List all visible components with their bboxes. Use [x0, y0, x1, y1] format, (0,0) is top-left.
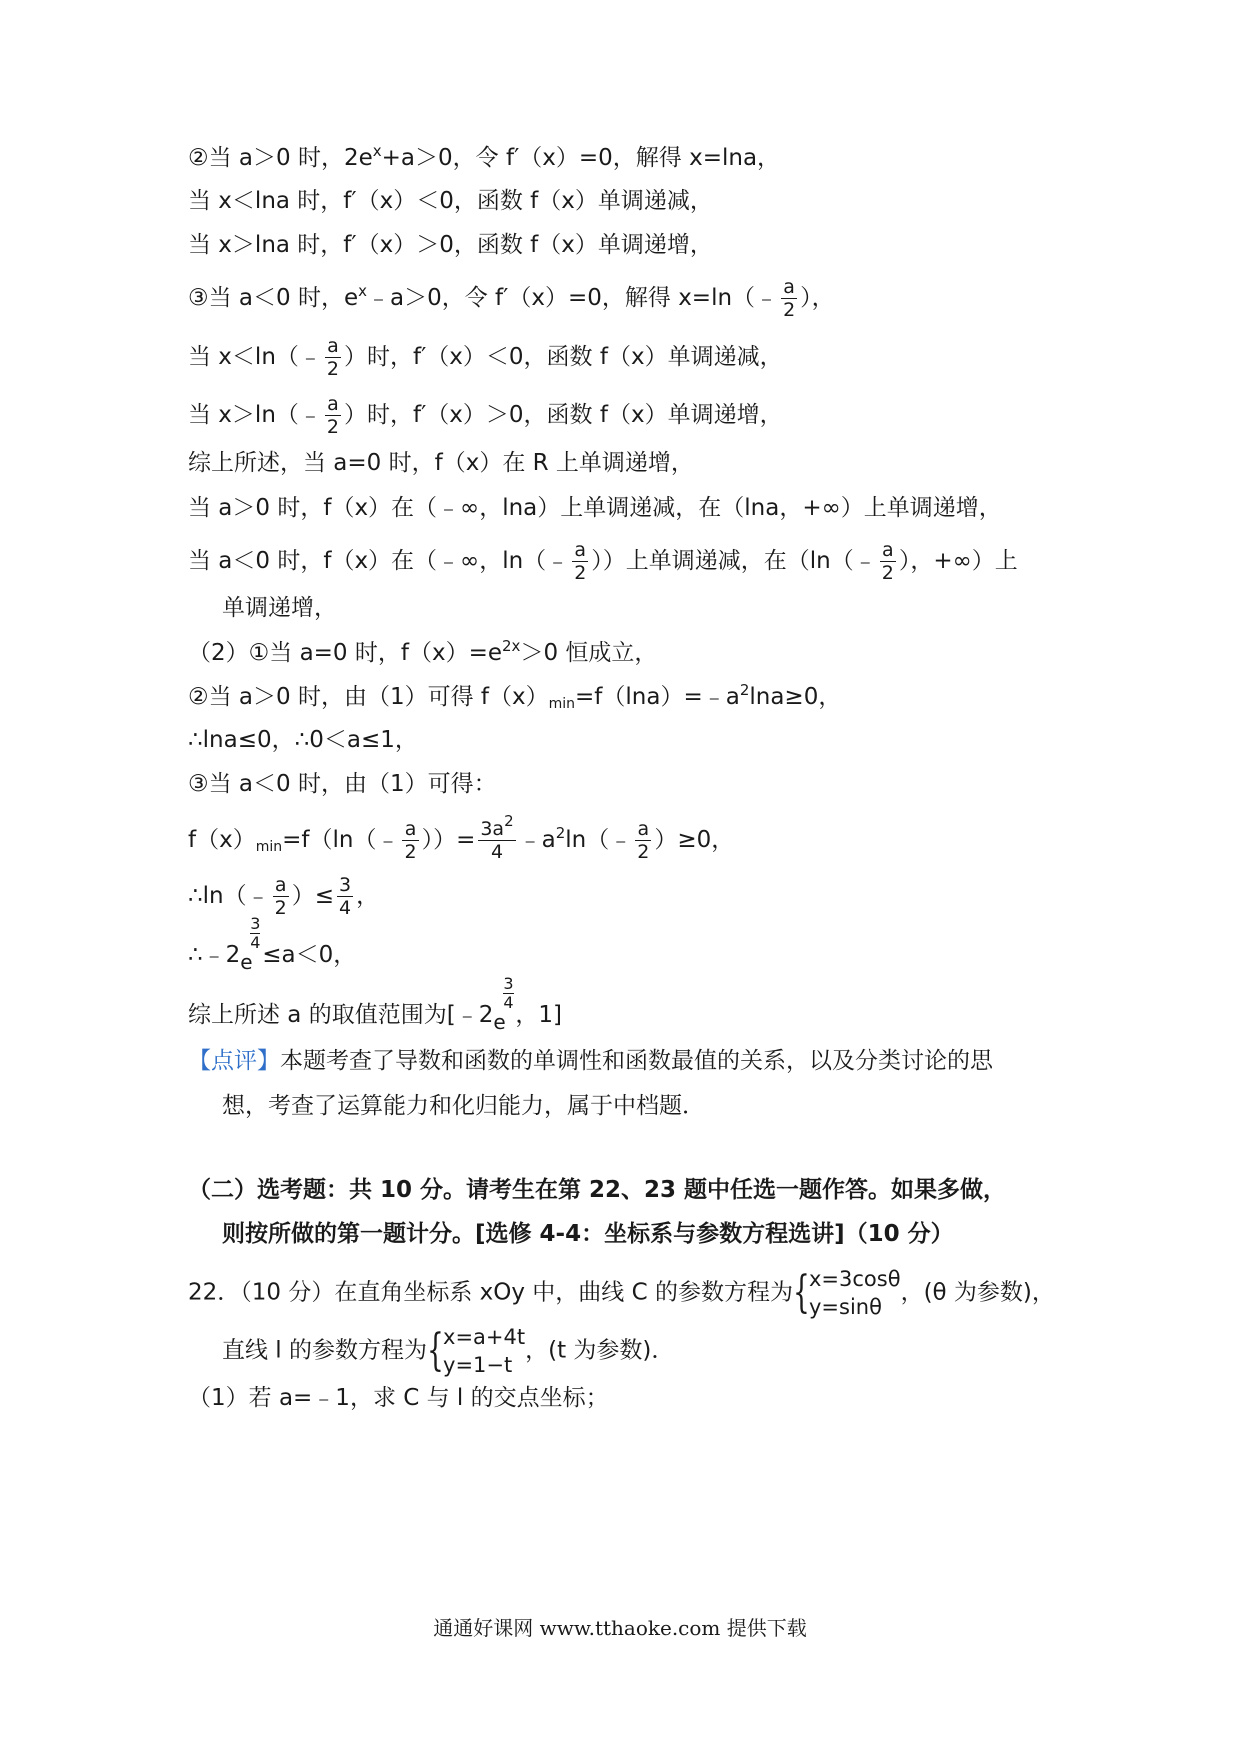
section-heading: （二）选考题：共 10 分。请考生在第 22、23 题中任选一题作答。如果多做，	[188, 1177, 1007, 1203]
question-line: （1）若 a=﹣1，求 C 与 l 的交点坐标；	[188, 1385, 609, 1411]
text-line: ③当 a＜0 时，$e^x﹣a>0$，令 f′（x）=0，解得 x=ln（﹣ $\frac{a}{2}$ ），	[188, 276, 835, 321]
text-line: ∴ln（﹣ $\frac{a}{2}$ ）≤ $\frac{3}{4}$ ，	[188, 874, 380, 919]
exponent-expression: e 3 4	[240, 913, 261, 974]
text-line: ②当 a＞0 时，由（1）可得 $f(x)_{min}=f(\ln a)=﹣a^2\ln a\ge 0$，	[188, 681, 842, 712]
comment-line: 想，考查了运算能力和化归能力，属于中档题．	[222, 1093, 705, 1119]
page-footer: 通通好课网 www.tthaoke.com 提供下载	[433, 1616, 807, 1640]
comment-line: 【点评】本题考查了导数和函数的单调性和函数最值的关系，以及分类讨论的思	[188, 1048, 993, 1074]
text-line: 综上所述，当 a=0 时，f（x）在 R 上单调递增，	[188, 450, 694, 476]
fraction: $\frac{a}{2}$	[326, 335, 339, 380]
text-line: $f(x)_{min}=f(\ln(﹣$ $\frac{a}{2}$ ））= $\frac{3a^2}{4}$ $﹣a^2\ln(﹣$ $\frac{a}{2}$ ）≥0，	[188, 812, 735, 863]
question-line: 直线 l 的参数方程为 { x=a+4t y=1−t ，(t 为参数)．	[222, 1325, 675, 1377]
text-line: 当 a＞0 时，f（x）在（﹣∞，lna）上单调递减，在（lna，+∞）上单调递增，	[188, 495, 1002, 521]
question-line: 22．（10 分）在直角坐标系 xOy 中，曲线 C 的参数方程为 { x=3cosθ y=sinθ ，(θ 为参数)，	[188, 1267, 1055, 1319]
text-line: ∴﹣2 e 3 4 ≤a＜0，	[188, 913, 357, 974]
fraction: $\frac{a}{2}$	[274, 874, 287, 919]
text-line: 当 x＞ln（﹣ $\frac{a}{2}$ ）时，f′（x）＞0，函数 f（x）单调递增，	[188, 393, 783, 438]
fraction: $\frac{a}{2}$	[574, 539, 587, 584]
equation-system: { x=3cosθ y=sinθ	[792, 1267, 901, 1319]
fraction: $\frac{3}{4}$	[338, 874, 352, 919]
fraction: $\frac{a}{2}$	[881, 539, 894, 584]
text-line: 当 x＜ln（﹣ $\frac{a}{2}$ ）时，f′（x）＜0，函数 f（x）单调递减，	[188, 335, 783, 380]
fraction: $\frac{a}{2}$	[326, 393, 339, 438]
comment-tag: 【点评】	[188, 1048, 280, 1074]
fraction: $\frac{a}{2}$	[783, 276, 796, 321]
fraction: $\frac{3a^2}{4}$	[480, 812, 514, 863]
text-line: 单调递增，	[222, 595, 337, 621]
text-line: 当 x＜lna 时，f′（x）＜0，函数 f（x）单调递减，	[188, 188, 713, 214]
text-line: （2）①当 a=0 时，$f(x)=e^{2x}>0$ 恒成立，	[188, 637, 658, 666]
fraction: $\frac{a}{2}$	[637, 818, 650, 863]
text-line: ∴lna≤0，∴0＜a≤1，	[188, 727, 418, 753]
fraction: $\frac{a}{2}$	[404, 818, 417, 863]
text-line: 综上所述 a 的取值范围为[﹣2 e 3 4 ，1]	[188, 973, 562, 1034]
equation-system: { x=a+4t y=1−t	[427, 1325, 526, 1377]
section-heading: 则按所做的第一题计分。[选修 4-4：坐标系与参数方程选讲]（10 分）	[222, 1221, 954, 1247]
text-line: 当 a＜0 时，f（x）在（﹣∞，ln（﹣ $\frac{a}{2}$ ））上单调递减，在（ln（﹣ $\frac{a}{2}$ ），+∞）上	[188, 539, 1018, 584]
text-line: ③当 a＜0 时，由（1）可得：	[188, 771, 497, 797]
exponent-expression: e 3 4	[493, 973, 514, 1034]
text-line: 当 x＞lna 时，f′（x）＞0，函数 f（x）单调递增，	[188, 232, 713, 258]
text-line: ②当 a＞0 时，$2e^x+a>0$，令 f′（x）=0，解得 x=lna，	[188, 142, 781, 171]
